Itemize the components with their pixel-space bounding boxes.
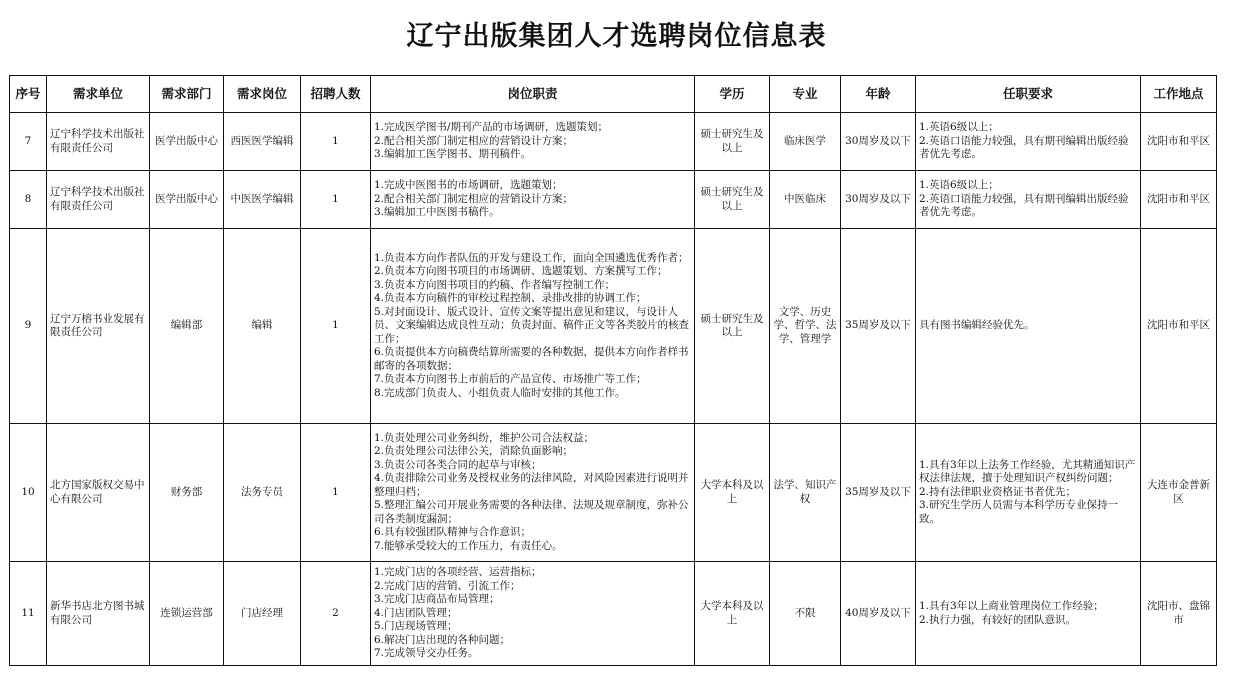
cell-dept: 医学出版中心 xyxy=(150,171,224,229)
req-line: 1.英语6级以上； xyxy=(919,179,999,192)
cell-no: 11 xyxy=(10,562,47,666)
table-row xyxy=(10,171,1217,229)
cell-no: 8 xyxy=(10,171,47,229)
cell-place: 沈阳市和平区 xyxy=(1141,113,1217,171)
cell-edu: 大学本科及以上 xyxy=(695,424,770,562)
cell-place: 沈阳市和平区 xyxy=(1141,229,1217,424)
cell-post: 门店经理 xyxy=(224,562,301,666)
duty-line: 4.负责本方向稿件的审校过程控制、录排改排的协调工作； xyxy=(374,292,647,305)
cell-dept: 编辑部 xyxy=(150,229,224,424)
cell-duties xyxy=(371,113,695,171)
cell-dept: 财务部 xyxy=(150,424,224,562)
cell-reqs xyxy=(916,229,1141,424)
table-row xyxy=(10,113,1217,171)
table-row xyxy=(10,229,1217,424)
req-line: 2.英语口语能力较强，具有期刊编辑出版经验者优先考虑。 xyxy=(919,192,1129,219)
cell-unit: 辽宁科学技术出版社有限责任公司 xyxy=(47,171,150,229)
duty-line: 2.完成门店的营销、引流工作； xyxy=(374,579,521,592)
table-row xyxy=(10,562,1217,666)
cell-age: 30周岁及以下 xyxy=(841,171,916,229)
header-place: 工作地点 xyxy=(1141,76,1217,113)
duty-line: 6.负责提供本方向稿费结算所需要的各种数据，提供本方向作者样书邮寄的各项数据； xyxy=(374,346,689,372)
cell-place: 沈阳市、盘锦市 xyxy=(1141,562,1217,666)
table-row xyxy=(10,424,1217,562)
header-unit: 需求单位 xyxy=(47,76,150,113)
cell-post: 西医医学编辑 xyxy=(224,113,301,171)
cell-age: 35周岁及以下 xyxy=(841,229,916,424)
duty-line: 6.解决门店出现的各种问题； xyxy=(374,633,511,646)
duty-line: 6.具有较强团队精神与合作意识； xyxy=(374,526,532,539)
header-reqs: 任职要求 xyxy=(916,76,1141,113)
duty-line: 4.负责排除公司业务及授权业务的法律风险，对风险因素进行说明并整理归档； xyxy=(374,472,689,498)
cell-unit: 辽宁科学技术出版社有限责任公司 xyxy=(47,113,150,171)
duty-line: 1.负责处理公司业务纠纷，维护公司合法权益； xyxy=(374,431,595,444)
duty-line: 1.负责本方向作者队伍的开发与建设工作，面向全国遴选优秀作者； xyxy=(374,251,689,264)
cell-dept: 医学出版中心 xyxy=(150,113,224,171)
header-dept: 需求部门 xyxy=(150,76,224,113)
cell-unit: 北方国家版权交易中心有限公司 xyxy=(47,424,150,562)
header-major: 专业 xyxy=(770,76,841,113)
cell-reqs xyxy=(916,562,1141,666)
req-line: 2.执行力强，有较好的团队意识。 xyxy=(919,613,1077,626)
cell-reqs xyxy=(916,171,1141,229)
duty-line: 2.配合相关部门制定相应的营销设计方案； xyxy=(374,134,574,147)
duty-line: 1.完成医学图书/期刊产品的市场调研，选题策划； xyxy=(374,121,609,134)
cell-major: 中医临床 xyxy=(770,171,841,229)
duty-line: 5.整理汇编公司开展业务需要的各种法律、法规及规章制度，弥补公司各类制度漏洞； xyxy=(374,499,689,525)
cell-post: 法务专员 xyxy=(224,424,301,562)
table-header-row xyxy=(10,76,1217,113)
req-line: 3.研究生学历人员需与本科学历专业保持一致。 xyxy=(919,499,1119,525)
header-post: 需求岗位 xyxy=(224,76,301,113)
duty-line: 1.完成中医图书的市场调研，选题策划； xyxy=(374,179,563,192)
cell-place: 沈阳市和平区 xyxy=(1141,171,1217,229)
duty-line: 3.编辑加工中医图书稿件。 xyxy=(374,206,500,219)
cell-age: 35周岁及以下 xyxy=(841,424,916,562)
duty-line: 8.完成部门负责人、小组负责人临时安排的其他工作。 xyxy=(374,386,626,399)
cell-count: 1 xyxy=(301,424,371,562)
cell-unit: 辽宁万榕书业发展有限责任公司 xyxy=(47,229,150,424)
cell-age: 40周岁及以下 xyxy=(841,562,916,666)
duty-line: 1.完成门店的各项经营、运营指标； xyxy=(374,566,542,579)
cell-duties xyxy=(371,171,695,229)
duty-line: 7.完成领导交办任务。 xyxy=(374,647,479,660)
cell-major: 临床医学 xyxy=(770,113,841,171)
cell-edu: 大学本科及以上 xyxy=(695,562,770,666)
duty-line: 7.负责本方向图书上市前后的产品宣传、市场推广等工作； xyxy=(374,373,647,386)
cell-duties xyxy=(371,229,695,424)
duty-line: 2.负责处理公司法律公关，消除负面影响； xyxy=(374,445,574,458)
header-count: 招聘人数 xyxy=(301,76,371,113)
cell-age: 30周岁及以下 xyxy=(841,113,916,171)
header-duties: 岗位职责 xyxy=(371,76,695,113)
duty-line: 3.编辑加工医学图书、期刊稿件。 xyxy=(374,148,532,161)
cell-edu: 硕士研究生及以上 xyxy=(695,113,770,171)
cell-no: 7 xyxy=(10,113,47,171)
duty-line: 5.对封面设计、版式设计、宣传文案等提出意见和建议，与设计人员、文案编辑达成良性互动；负责封面、稿件正文等各类胶片的核查工作； xyxy=(374,305,689,345)
cell-count: 1 xyxy=(301,113,371,171)
duty-line: 3.负责公司各类合同的起草与审核； xyxy=(374,458,542,471)
duty-line: 2.负责本方向图书项目的市场调研、选题策划、方案撰写工作； xyxy=(374,265,668,278)
cell-post: 编辑 xyxy=(224,229,301,424)
cell-reqs xyxy=(916,113,1141,171)
cell-no: 10 xyxy=(10,424,47,562)
req-line: 2.持有法律职业资格证书者优先； xyxy=(919,485,1077,498)
cell-duties xyxy=(371,562,695,666)
cell-major: 不限 xyxy=(770,562,841,666)
duty-line: 2.配合相关部门制定相应的营销设计方案； xyxy=(374,192,574,205)
cell-dept: 连锁运营部 xyxy=(150,562,224,666)
cell-post: 中医医学编辑 xyxy=(224,171,301,229)
page-title: 辽宁出版集团人才选聘岗位信息表 xyxy=(406,21,827,52)
header-no: 序号 xyxy=(10,76,47,113)
req-line: 1.具有3年以上商业管理岗位工作经验； xyxy=(919,600,1104,612)
cell-reqs xyxy=(916,424,1141,562)
cell-place: 大连市金普新区 xyxy=(1141,424,1217,562)
req-line: 1.英语6级以上； xyxy=(919,121,999,134)
header-age: 年龄 xyxy=(841,76,916,113)
duty-line: 7.能够承受较大的工作压力，有责任心。 xyxy=(374,539,563,552)
cell-major: 文学、历史学、哲学、法学、管理学 xyxy=(770,229,841,424)
header-edu: 学历 xyxy=(695,76,770,113)
cell-count: 1 xyxy=(301,171,371,229)
job-info-table xyxy=(9,75,1217,666)
cell-unit: 新华书店北方图书城有限公司 xyxy=(47,562,150,666)
req-line: 具有图书编辑经验优先。 xyxy=(919,319,1035,332)
cell-major: 法学、知识产权 xyxy=(770,424,841,562)
cell-count: 2 xyxy=(301,562,371,666)
cell-edu: 硕士研究生及以上 xyxy=(695,229,770,424)
cell-duties xyxy=(371,424,695,562)
req-line: 1.具有3年以上法务工作经验，尤其精通知识产权法律法规，擅于处理知识产权纠纷问题； xyxy=(919,458,1136,485)
cell-no: 9 xyxy=(10,229,47,424)
req-line: 2.英语口语能力较强，具有期刊编辑出版经验者优先考虑。 xyxy=(919,134,1129,161)
duty-line: 4.门店团队管理； xyxy=(374,606,458,619)
duty-line: 5.门店现场管理； xyxy=(374,620,458,633)
cell-count: 1 xyxy=(301,229,371,424)
duty-line: 3.负责本方向图书项目的约稿、作者编写控制工作； xyxy=(374,278,616,291)
duty-line: 3.完成门店商品布局管理； xyxy=(374,593,500,606)
cell-edu: 硕士研究生及以上 xyxy=(695,171,770,229)
